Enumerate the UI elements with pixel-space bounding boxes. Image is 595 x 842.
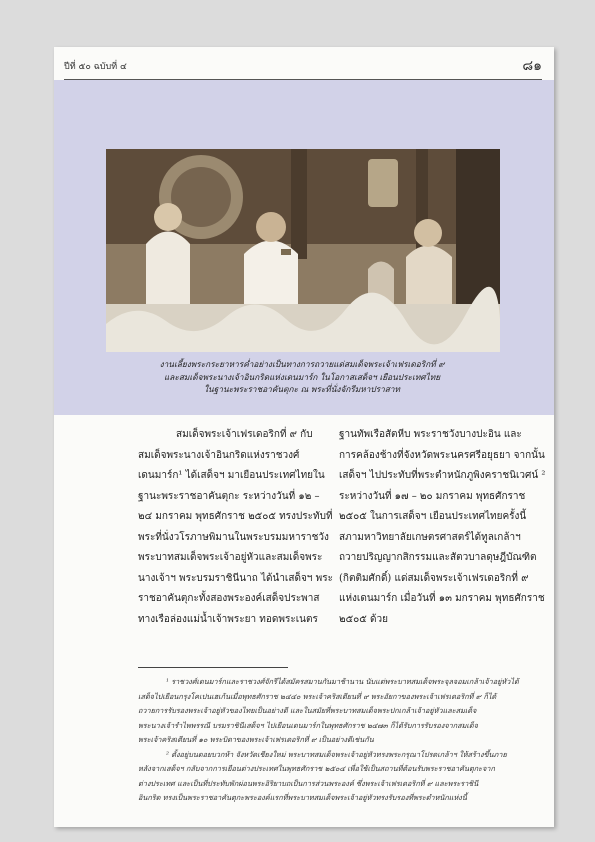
- body-line: การคล้องช้างที่จังหวัดพระนครศรีอยุธยา จากนั้น: [339, 449, 545, 461]
- footnote-line: พระนางเจ้ารำไพพรรณี บรมราชินีเสด็จฯ ไปเยือนเดนมาร์กในพุทธศักราช ๒๔๗๓ ก็ได้รับการรับรองจากสมเด็จ: [138, 720, 478, 730]
- page-number: ๘๑: [522, 58, 542, 74]
- body-line: สภามหาวิทยาลัยเกษตรศาสตร์ได้ทูลเกล้าฯ: [339, 531, 521, 543]
- body-line: ๒๔ มกราคม พุทธศักราช ๒๕๐๕ ทรงประทับที่: [138, 511, 333, 522]
- body-line: พระบาทสมเด็จพระเจ้าอยู่หัวและสมเด็จพระ: [138, 552, 323, 563]
- footnote-line: ² ตั้งอยู่บนดอยบวกห้า จังหวัดเชียงใหม่ พระบาทสมเด็จพระเจ้าอยู่หัวทรงพระกรุณาโปรดเกล้าฯ ให้สร้างขึ้นภาย: [166, 749, 507, 759]
- body-line: นางเจ้าฯ พระบรมราชินีนาถ ได้นำเสด็จฯ พระ: [138, 572, 333, 584]
- caption-line: งานเลี้ยงพระกระยาหารค่ำอย่างเป็นทางการถวายแด่สมเด็จพระเจ้าเฟรเดอริกที่ ๙: [159, 359, 445, 369]
- body-line: ฐานะพระราชอาคันตุกะ ระหว่างวันที่ ๑๒ –: [138, 490, 320, 502]
- banquet-photo: [106, 149, 500, 352]
- caption-line: ในฐานะพระราชอาคันตุกะ ณ พระที่นั่งจักรีมหาปราสาท: [203, 384, 400, 394]
- body-line: ถวายปริญญากสิกรรมและสัตวบาลดุษฎีบัณฑิต: [339, 552, 537, 563]
- body-line: ราชอาคันตุกะทั้งสองพระองค์เสด็จประพาส: [138, 593, 320, 604]
- book-page: [54, 47, 554, 827]
- body-line: ฐานทัพเรือสัตหีบ พระราชวังบางปะอิน และ: [339, 429, 522, 440]
- footnote-line: พระเจ้าคริสเตียนที่ ๑๐ พระบิดาของพระเจ้าเฟรเดอริกที่ ๙ เป็นอย่างดีเช่นกัน: [138, 735, 374, 744]
- body-line: ระหว่างวันที่ ๑๗ – ๒๐ มกราคม พุทธศักราช: [339, 490, 526, 502]
- journal-issue: ปีที่ ๕๐ ฉบับที่ ๔: [64, 62, 127, 72]
- footnote-line: ต่างประเทศ และเป็นที่ประทับพักผ่อนพระอิริยาบถเป็นการส่วนพระองค์ ซึ่งพระเจ้าเฟรเดอริกที่ ๙ และพระราชินี: [138, 778, 479, 788]
- body-line: ๒๕๐๕ ในการเสด็จฯ เยือนประเทศไทยครั้งนี้: [339, 511, 527, 522]
- body-line: ทางเรือล่องแม่น้ำเจ้าพระยา ทอดพระเนตร: [138, 613, 318, 625]
- footnote-line: ¹ ราชวงศ์เดนมาร์กและราชวงศ์จักรีได้สมัครสมานกันมาช้านาน นับแต่พระบาทสมเด็จพระจุลจอมเกล้าเจ้าอยู่หัวได้: [166, 677, 519, 686]
- body-line: พระที่นั่งวโรภาษพิมานในพระบรมมหาราชวัง: [138, 531, 329, 543]
- body-column-right: [339, 425, 546, 630]
- body-line: สมเด็จพระเจ้าเฟรเดอริกที่ ๙ กับ: [176, 429, 313, 440]
- footnote-line: ถวายการรับรองพระเจ้าอยู่หัวของไทยเป็นอย่างดี และในสมัยที่พระบาทสมเด็จพระปกเกล้าเจ้าอยู่หัวและสมเด็จ: [138, 706, 477, 715]
- body-line: (กิตติมศักดิ์) แด่สมเด็จพระเจ้าเฟรเดอริกที่ ๙: [339, 572, 529, 584]
- body-line: ๒๕๐๕ ด้วย: [339, 613, 388, 625]
- body-line: เสด็จฯ ไปประทับที่พระตำหนักภูพิงคราชนิเวศน์ ²: [339, 470, 546, 481]
- page-header: [64, 57, 542, 75]
- banquet-photo-illustration: [106, 149, 500, 352]
- body-column-left: [138, 425, 333, 630]
- footnote-line: หลังจากเสด็จฯ กลับจากการเยือนต่างประเทศในพุทธศักราช ๒๕๐๔ เพื่อใช้เป็นสถานที่ต้อนรับพระราชอาคันตุกะจาก: [138, 764, 495, 773]
- footnote-line: อินกริด ทรงเป็นพระราชอาคันตุกะพระองค์แรกที่พระบาทสมเด็จพระเจ้าอยู่หัวทรงรับรองที่พระตำหนักแห่งนี้: [138, 793, 467, 802]
- body-line: เดนมาร์ก¹ ได้เสด็จฯ มาเยือนประเทศไทยใน: [138, 470, 325, 481]
- footnotes: [138, 675, 538, 806]
- body-line: สมเด็จพระนางเจ้าอินกริดแห่งราชวงศ์: [138, 449, 300, 461]
- footnote-divider: [138, 667, 288, 668]
- caption-line: และสมเด็จพระนางเจ้าอินกริดแห่งเดนมาร์ก ในโอกาสเสด็จฯ เยือนประเทศไทย: [163, 371, 441, 382]
- footnote-line: เสด็จไปเยือนกรุงโคเปนเฮเก้นเมื่อพุทธศักราช ๒๔๔๐ พระเจ้าคริสเตียนที่ ๙ พระอัยกาของพระเจ้าเฟรเดอริกที่ ๙ ก็ได้: [138, 691, 497, 701]
- photo-caption: [122, 358, 482, 396]
- body-line: แห่งเดนมาร์ก เมื่อวันที่ ๑๓ มกราคม พุทธศักราช: [339, 593, 545, 604]
